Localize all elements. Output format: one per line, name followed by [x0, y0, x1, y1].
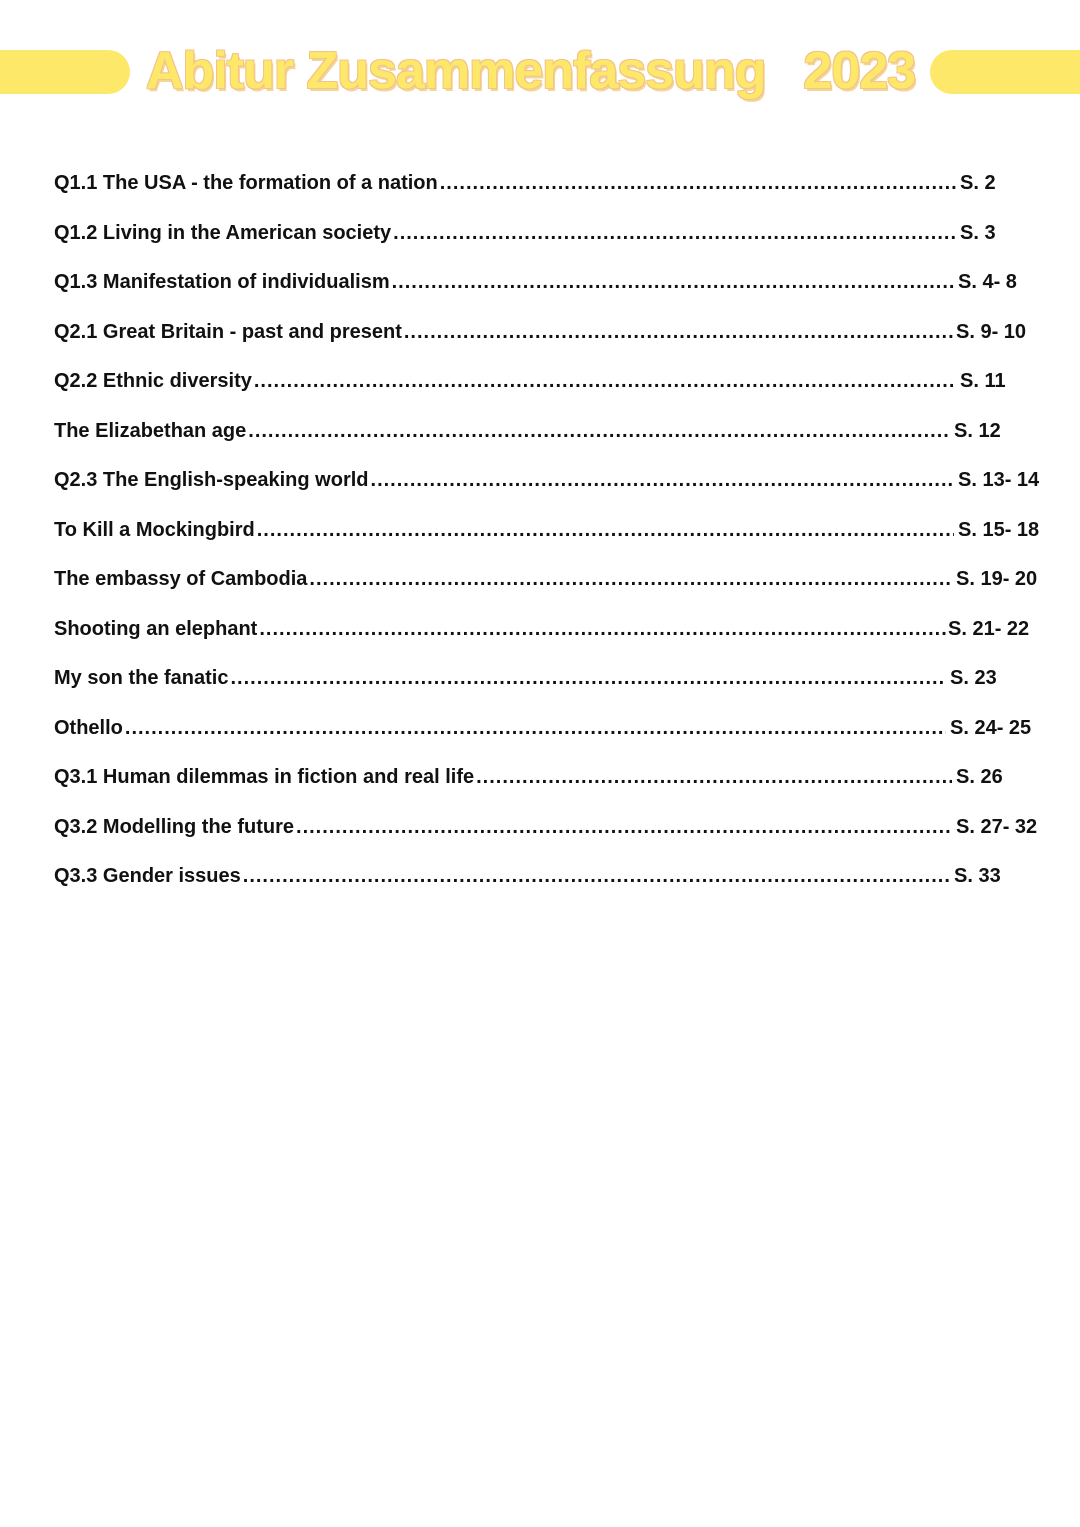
page-title	[146, 40, 915, 102]
toc-leader-dots	[404, 321, 956, 344]
toc-entry	[54, 321, 1044, 371]
toc-leader-dots	[296, 816, 952, 839]
toc-leader-dots	[476, 766, 952, 789]
title-text: Abitur Zusammenfassung	[146, 42, 766, 100]
toc-entry-label: Q3.3 Gender issues	[54, 865, 241, 887]
toc-leader-dots	[371, 469, 954, 492]
toc-entry-label: Shooting an elephant	[54, 617, 258, 640]
toc-entry	[54, 222, 1044, 272]
toc-entry-page: S. 11	[960, 370, 1006, 392]
header-accent-bar-left	[0, 50, 130, 94]
toc-entry-label: Q2.3 The English-speaking world	[54, 469, 369, 491]
toc-entry-label: The embassy of Cambodia	[54, 568, 308, 590]
toc-entry-page: S. 2	[960, 172, 996, 194]
toc-entry-label: The Elizabethan age	[54, 419, 247, 442]
toc-entry-label: Q2.1 Great Britain - past and present	[54, 320, 402, 343]
toc-entry-label: To Kill a Mockingbird	[54, 518, 255, 541]
toc-entry-page: S. 26	[956, 766, 1003, 788]
toc-entry-page: S. 33	[954, 865, 1001, 887]
toc-entry-label: Q2.2 Ethnic diversity	[54, 370, 252, 392]
toc-entry	[54, 469, 1044, 519]
title-year: 2023	[803, 42, 916, 100]
toc-leader-dots	[393, 222, 956, 245]
toc-entry	[54, 618, 1044, 668]
toc-entry-label: Othello	[54, 716, 123, 739]
toc-entry-label: My son the fanatic	[54, 667, 229, 689]
toc-leader-dots	[440, 172, 956, 195]
toc-entry-label: Q1.3 Manifestation of individualism	[54, 271, 390, 293]
toc-entry	[54, 667, 1044, 717]
toc-entry-page: S. 9- 10	[956, 320, 1027, 343]
toc-entry-page: S. 15- 18	[958, 518, 1040, 541]
toc-leader-dots	[125, 717, 946, 740]
toc-entry-page: S. 21- 22	[948, 617, 1030, 640]
toc-leader-dots	[230, 667, 946, 690]
toc-entry-page: S. 12	[954, 419, 1001, 442]
toc-leader-dots	[254, 370, 956, 393]
toc-leader-dots	[392, 271, 954, 294]
toc-entry-page: S. 3	[960, 221, 996, 244]
toc-leader-dots	[248, 420, 950, 443]
toc-entry	[54, 172, 1044, 222]
toc-entry	[54, 519, 1044, 569]
toc-entry-page: S. 27- 32	[956, 815, 1038, 838]
toc-entry	[54, 816, 1044, 866]
toc-entry-label: Q1.2 Living in the American society	[54, 221, 392, 244]
header-accent-bar-right	[930, 50, 1080, 94]
toc-entry	[54, 420, 1044, 470]
toc-entry-label: Q1.1 The USA - the formation of a nation	[54, 172, 438, 194]
toc-entry-page: S. 19- 20	[956, 568, 1038, 590]
toc-entry	[54, 865, 1044, 915]
toc-entry-page: S. 23	[950, 667, 997, 689]
toc-entry-page: S. 13- 14	[958, 469, 1040, 491]
toc-leader-dots	[309, 568, 952, 591]
toc-entry-label: Q3.1 Human dilemmas in fiction and real life	[54, 766, 475, 788]
toc-leader-dots	[259, 618, 946, 641]
toc-entry	[54, 370, 1044, 420]
toc-entry	[54, 717, 1044, 767]
table-of-contents	[54, 172, 1044, 915]
toc-entry-label: Q3.2 Modelling the future	[54, 815, 295, 838]
toc-entry	[54, 271, 1044, 321]
toc-entry-page: S. 4- 8	[958, 271, 1017, 293]
toc-entry	[54, 766, 1044, 816]
toc-entry	[54, 568, 1044, 618]
toc-leader-dots	[257, 519, 954, 542]
toc-entry-page: S. 24- 25	[950, 716, 1032, 739]
page-header	[0, 40, 1080, 110]
toc-leader-dots	[243, 865, 950, 888]
